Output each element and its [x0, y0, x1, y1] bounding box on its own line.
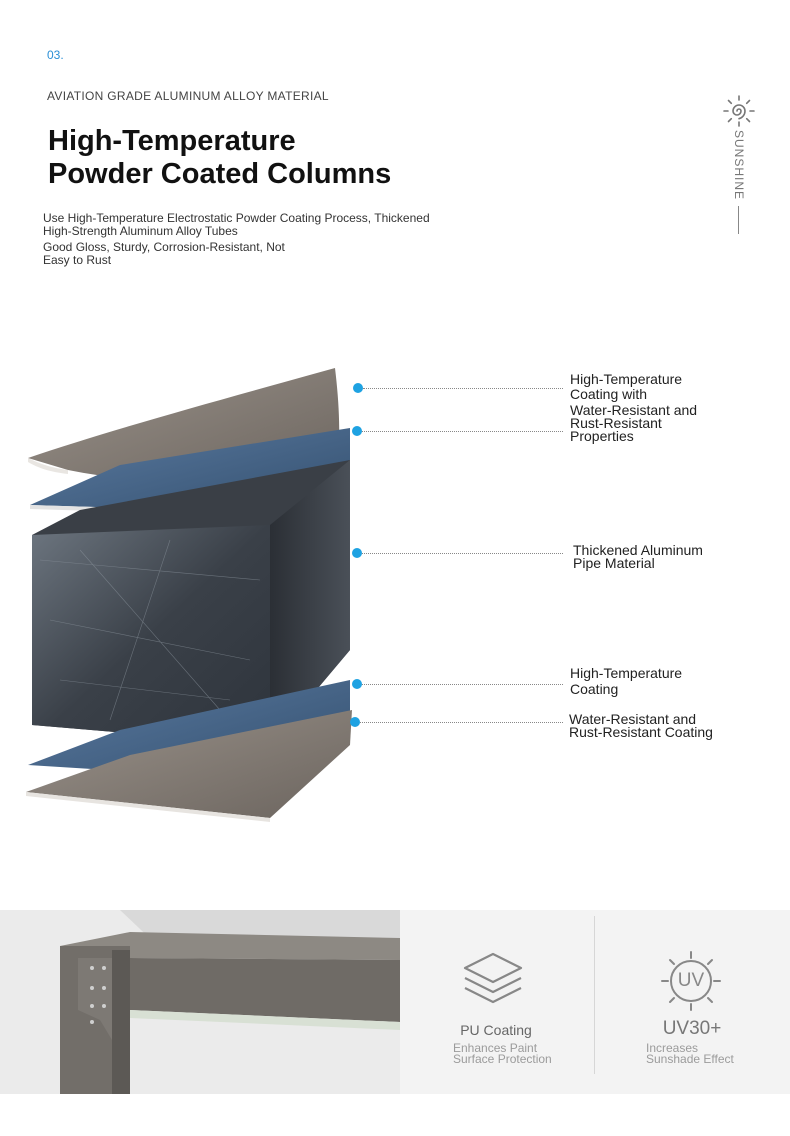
title-line-1: High-Temperature [48, 125, 296, 157]
feature-title-pu-coating: PU Coating [460, 1022, 532, 1038]
feature-title-uv30: UV30+ [662, 1018, 722, 1039]
callout-coating-with [570, 373, 682, 401]
callout-line [362, 553, 563, 554]
features-panel [400, 910, 790, 1094]
callout-aluminum-pipe [573, 544, 703, 570]
callout-resistant-coating [569, 713, 713, 739]
feature-subtitle [646, 1043, 734, 1065]
callout-line-text: High-Temperature [570, 371, 683, 387]
feature-subtitle-line: Sunshade Effect [646, 1052, 734, 1066]
callout-line-text: Coating [570, 681, 619, 697]
brand-name: SUNSHINE [732, 130, 746, 201]
feature-subtitle-line: Enhances Paint [453, 1041, 538, 1055]
sun-spiral-icon [722, 94, 756, 128]
brand-divider [738, 206, 739, 234]
feature-subtitle-line: Surface Protection [453, 1052, 552, 1066]
description-block-2 [43, 241, 285, 267]
callout-line [362, 431, 563, 432]
step-number: 03. [47, 48, 64, 62]
coating-layers-illustration [20, 360, 360, 830]
callout-line [362, 684, 563, 685]
callout-line-text: Pipe Material [573, 555, 655, 571]
layers-icon [461, 950, 525, 1015]
callout-line-text: Coating with [570, 386, 648, 402]
callout-line-text: Rust-Resistant [570, 415, 662, 431]
callout-line-text: Rust-Resistant Coating [569, 724, 713, 740]
callout-line [360, 722, 563, 723]
callout-resistant-properties [570, 404, 697, 443]
pergola-corner-photo [0, 910, 400, 1094]
feature-subtitle-line: Increases [646, 1041, 699, 1055]
section-subtitle: AVIATION GRADE ALUMINUM ALLOY MATERIAL [47, 89, 329, 103]
callout-high-temp-coating [570, 667, 682, 696]
feature-subtitle [453, 1043, 552, 1065]
callout-marker [352, 426, 362, 436]
features-divider [594, 916, 595, 1074]
uv-icon-label: UV [677, 970, 705, 991]
callout-line-text: Thickened Aluminum [573, 542, 703, 558]
callout-marker [350, 717, 360, 727]
description-line: High-Strength Aluminum Alloy Tubes [43, 224, 238, 238]
callout-line-text: Properties [570, 428, 634, 444]
callout-marker [353, 383, 363, 393]
callout-line-text: High-Temperature [570, 665, 683, 681]
uv-sun-icon [660, 950, 722, 1012]
page-title [48, 125, 391, 191]
callout-line-text: Water-Resistant and [570, 402, 698, 418]
title-line-2: Powder Coated Columns [48, 158, 392, 190]
pergola-frame-drawing [0, 910, 400, 1094]
callout-line-text: Water-Resistant and [569, 711, 697, 727]
description-line: Use High-Temperature Electrostatic Powder Coating Process, Thickened [43, 211, 430, 225]
description-block-1 [43, 212, 430, 238]
callout-line [363, 388, 563, 389]
callout-marker [352, 679, 362, 689]
description-line: Good Gloss, Sturdy, Corrosion-Resistant, Not [43, 240, 285, 254]
description-line: Easy to Rust [43, 253, 112, 267]
callout-marker [352, 548, 362, 558]
